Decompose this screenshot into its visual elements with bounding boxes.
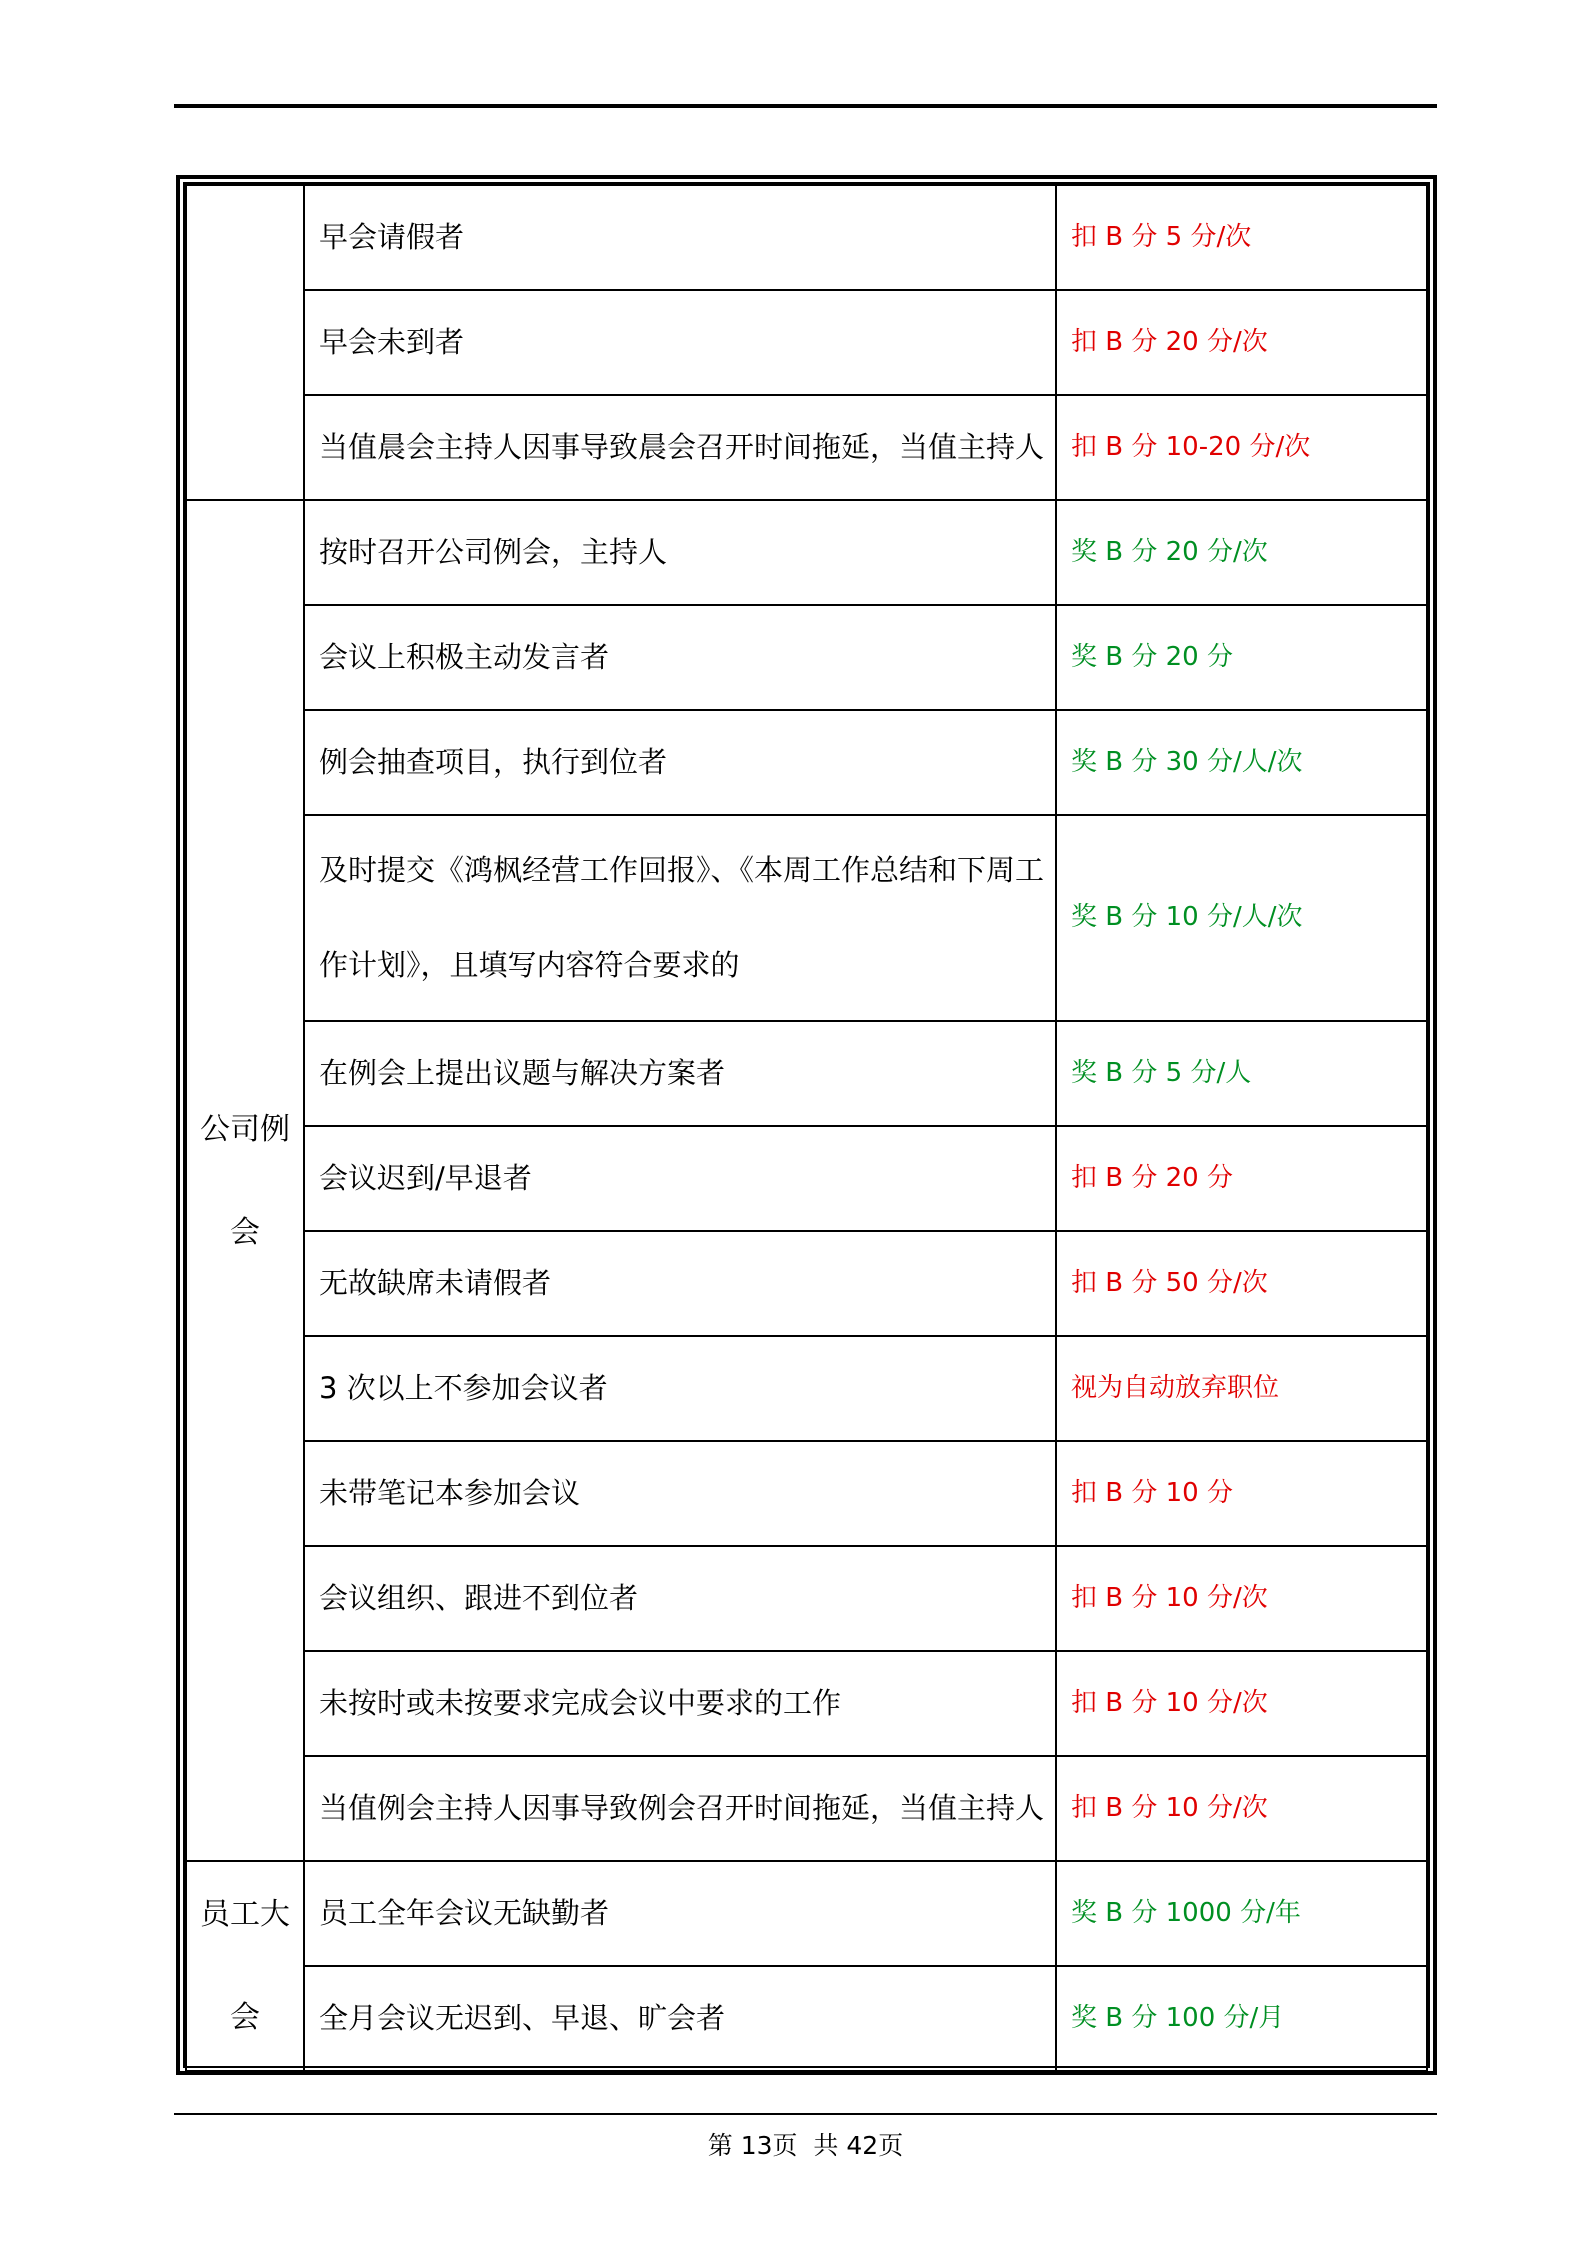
description-cell: 未带笔记本参加会议: [304, 1441, 1056, 1546]
score-table-grid: [185, 184, 1428, 2072]
score-table-border: [183, 182, 1430, 2068]
score-cell: 奖 B 分 20 分: [1056, 605, 1427, 710]
table-row: [186, 1651, 1427, 1756]
score-cell: 扣 B 分 10-20 分/次: [1056, 395, 1427, 500]
score-cell: 奖 B 分 20 分/次: [1056, 500, 1427, 605]
score-cell: 扣 B 分 10 分/次: [1056, 1756, 1427, 1861]
category-cell: 公司例会: [186, 500, 304, 1861]
description-cell: 及时提交《鸿枫经营工作回报》、《本周工作总结和下周工作计划》，且填写内容符合要求的: [304, 815, 1056, 1021]
description-cell: 当值例会主持人因事导致例会召开时间拖延，当值主持人: [304, 1756, 1056, 1861]
score-cell: 扣 B 分 5 分/次: [1056, 185, 1427, 290]
table-row: [186, 1756, 1427, 1861]
table-row: [186, 1336, 1427, 1441]
table-row: [186, 1021, 1427, 1126]
table-row: [186, 1231, 1427, 1336]
category-cell: 员工大会: [186, 1861, 304, 2071]
score-cell: 奖 B 分 100 分/月: [1056, 1966, 1427, 2071]
score-cell: 视为自动放弃职位: [1056, 1336, 1427, 1441]
table-row: [186, 500, 1427, 605]
description-cell: 员工全年会议无缺勤者: [304, 1861, 1056, 1966]
table-row: [186, 815, 1427, 1021]
table-row: [186, 395, 1427, 500]
description-cell: 全月会议无迟到、早退、旷会者: [304, 1966, 1056, 2071]
table-row: [186, 605, 1427, 710]
description-cell: 早会未到者: [304, 290, 1056, 395]
score-cell: 扣 B 分 20 分: [1056, 1126, 1427, 1231]
score-cell: 奖 B 分 10 分/人/次: [1056, 815, 1427, 1021]
score-cell: 扣 B 分 10 分: [1056, 1441, 1427, 1546]
description-cell: 例会抽查项目，执行到位者: [304, 710, 1056, 815]
description-cell: 在例会上提出议题与解决方案者: [304, 1021, 1056, 1126]
score-cell: 奖 B 分 30 分/人/次: [1056, 710, 1427, 815]
description-cell: 会议迟到/早退者: [304, 1126, 1056, 1231]
score-cell: 扣 B 分 50 分/次: [1056, 1231, 1427, 1336]
table-row: [186, 185, 1427, 290]
score-cell: 奖 B 分 1000 分/年: [1056, 1861, 1427, 1966]
table-row: [186, 1861, 1427, 1966]
score-cell: 扣 B 分 20 分/次: [1056, 290, 1427, 395]
table-row: [186, 1966, 1427, 2071]
score-table: [176, 175, 1437, 2075]
description-cell: 早会请假者: [304, 185, 1056, 290]
description-cell: 会议组织、跟进不到位者: [304, 1546, 1056, 1651]
score-cell: 扣 B 分 10 分/次: [1056, 1651, 1427, 1756]
table-row: [186, 1126, 1427, 1231]
category-cell: [186, 185, 304, 500]
description-cell: 当值晨会主持人因事导致晨会召开时间拖延，当值主持人: [304, 395, 1056, 500]
table-row: [186, 1546, 1427, 1651]
page-number: 第 13页 共 42页: [707, 2131, 904, 2160]
description-cell: 会议上积极主动发言者: [304, 605, 1056, 710]
description-cell: 无故缺席未请假者: [304, 1231, 1056, 1336]
score-cell: 扣 B 分 10 分/次: [1056, 1546, 1427, 1651]
table-row: [186, 710, 1427, 815]
table-row: [186, 290, 1427, 395]
description-cell: 按时召开公司例会，主持人: [304, 500, 1056, 605]
score-cell: 奖 B 分 5 分/人: [1056, 1021, 1427, 1126]
description-cell: 3 次以上不参加会议者: [304, 1336, 1056, 1441]
table-row: [186, 1441, 1427, 1546]
footer-rule: [174, 2113, 1437, 2115]
header-rule: [174, 104, 1437, 108]
description-cell: 未按时或未按要求完成会议中要求的工作: [304, 1651, 1056, 1756]
